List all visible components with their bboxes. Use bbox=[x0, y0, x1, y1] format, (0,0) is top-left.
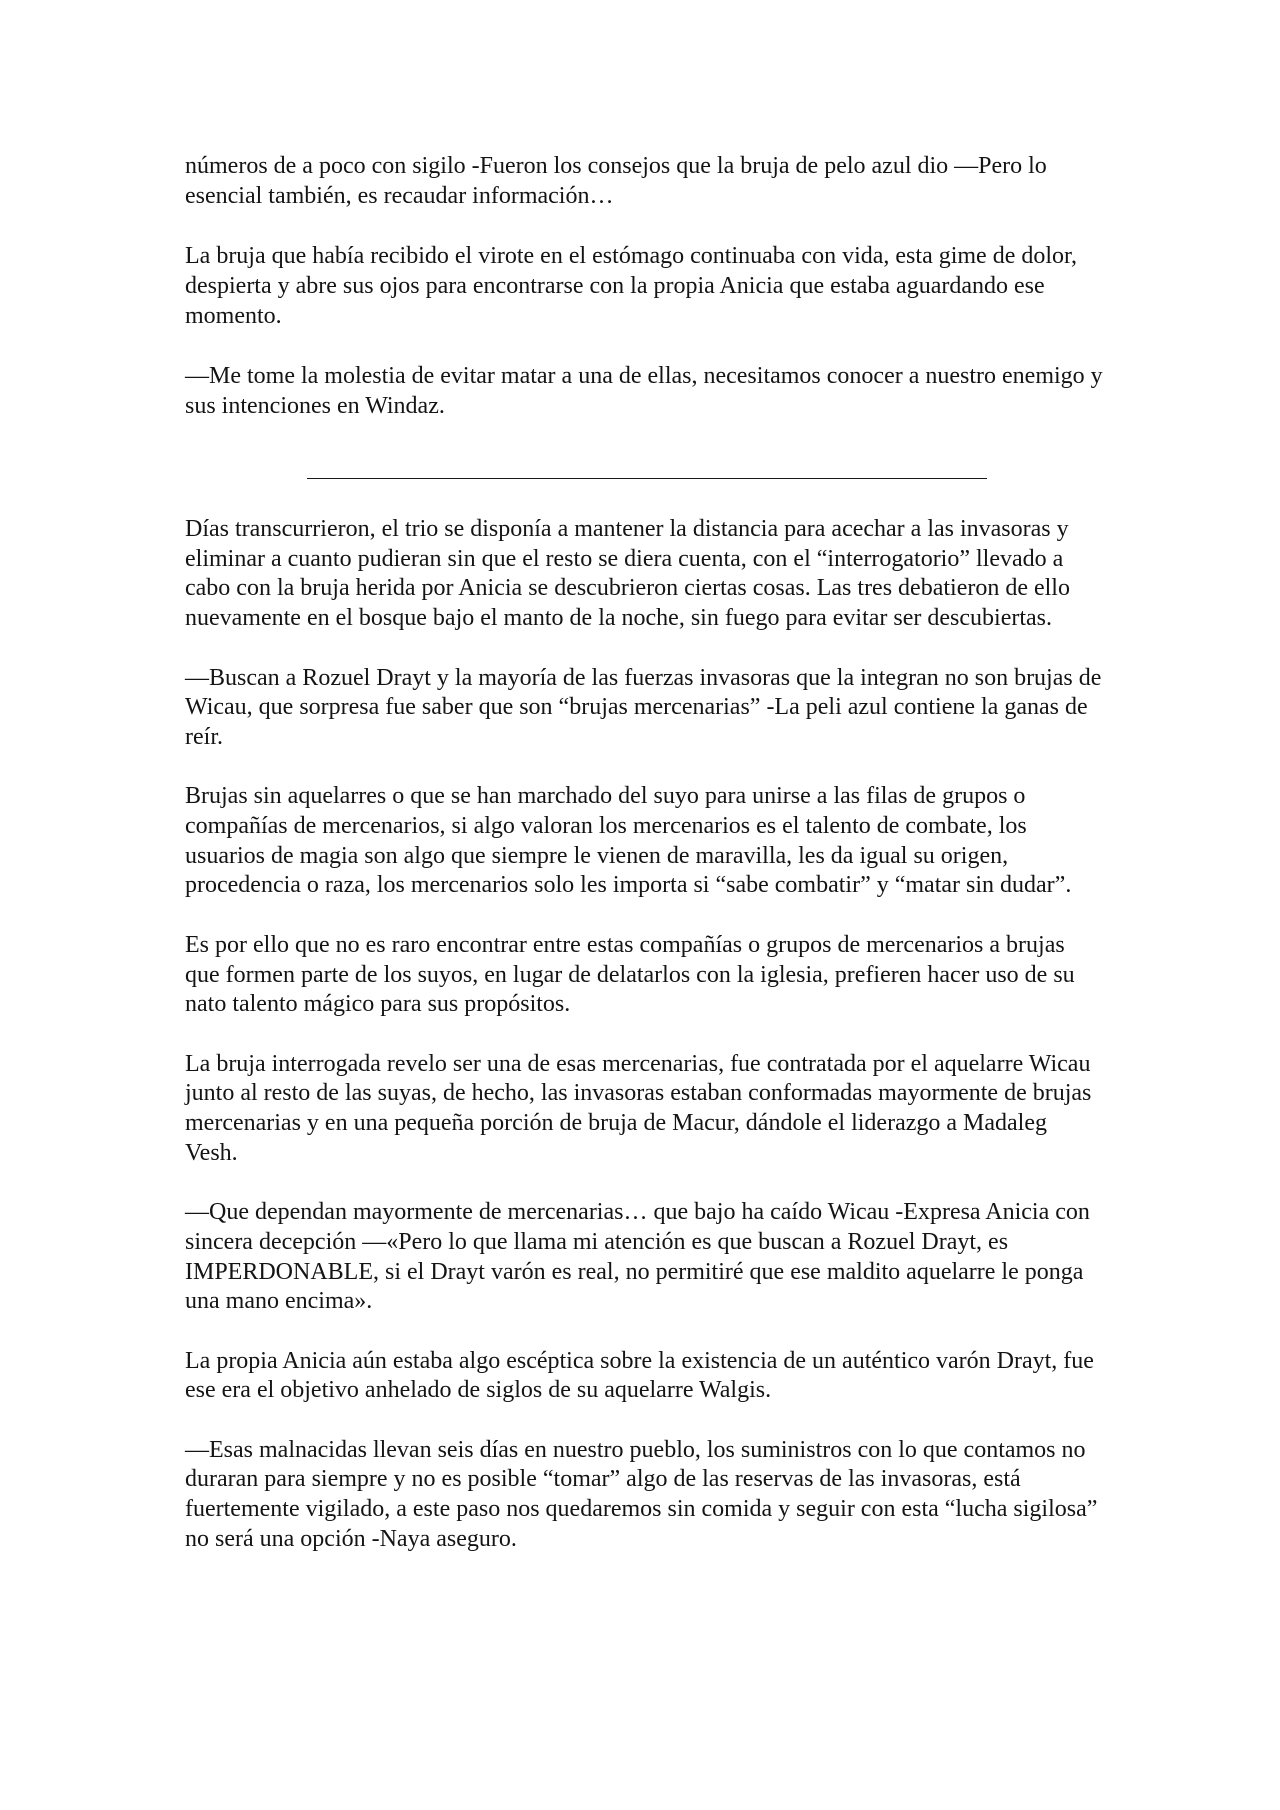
paragraph: La bruja que había recibido el virote en el estómago continuaba con vida, esta gime de dolor, despierta y abre sus ojos para encontrarse con la propia Anicia que estaba aguardando ese momento. bbox=[185, 243, 1078, 329]
paragraph: —Buscan a Rozuel Drayt y la mayoría de las fuerzas invasoras que la integran no son brujas de Wicau, que sorpresa fue saber que son “brujas mercenarias” -La peli azul contiene la ganas de reír. bbox=[185, 664, 1102, 750]
text-block-bottom bbox=[185, 515, 1105, 1584]
text-block-top bbox=[185, 151, 1105, 451]
paragraph: Es por ello que no es raro encontrar entre estas compañías o grupos de mercenarios a brujas que formen parte de los suyos, en lugar de delatarlos con la iglesia, prefieren hacer uso de su nato talento mágico para sus propósitos. bbox=[185, 931, 1075, 1018]
paragraph: —Esas malnacidas llevan seis días en nuestro pueblo, los suministros con lo que contamos no duraran para siempre y no es posible “tomar” algo de las reservas de las invasoras, está fuertemente vigilado, a este paso nos quedaremos sin comida y seguir con esta “lucha sigilosa” no será una opción -Naya aseguro. bbox=[185, 1436, 1098, 1552]
paragraph: números de a poco con sigilo -Fueron los consejos que la bruja de pelo azul dio —Pero lo esencial también, es recaudar información… bbox=[185, 153, 1047, 209]
paragraph: —Que dependan mayormente de mercenarias… que bajo ha caído Wicau -Expresa Anicia con sincera decepción —«Pero lo que llama mi atención es que buscan a Rozuel Drayt, es IMPERDONABLE, si el Drayt varón es real, no permitiré que ese maldito aquelarre le ponga una mano encima». bbox=[185, 1199, 1090, 1315]
paragraph: Brujas sin aquelarres o que se han marchado del suyo para unirse a las filas de grupos o compañías de mercenarios, si algo valoran los mercenarios es el talento de combate, los usuarios de magia son algo que siempre le vienen de maravilla, les da igual su origen, procedencia o raza, los mercenarios solo les importa si “sabe combatir” y “matar sin dudar”. bbox=[185, 783, 1072, 899]
paragraph: —Me tome la molestia de evitar matar a una de ellas, necesitamos conocer a nuestro enemigo y sus intenciones en Windaz. bbox=[185, 363, 1103, 419]
paragraph: Días transcurrieron, el trio se disponía a mantener la distancia para acechar a las invasoras y eliminar a cuanto pudieran sin que el resto se diera cuenta, con el “interrogatorio” llevado a cabo con la bruja herida por Anicia se descubrieron ciertas cosas. Las tres debatieron de ello nuevamente en el bosque bajo el manto de la noche, sin fuego para evitar ser descubiertas. bbox=[185, 516, 1070, 632]
section-separator-line bbox=[307, 478, 987, 479]
paragraph: La bruja interrogada revelo ser una de esas mercenarias, fue contratada por el aquelarre Wicau junto al resto de las suyas, de hecho, las invasoras estaban conformadas mayormente de brujas mercenarias y en una pequeña porción de bruja de Macur, dándole el liderazgo a Madaleg Vesh. bbox=[185, 1050, 1092, 1166]
paragraph: La propia Anicia aún estaba algo escéptica sobre la existencia de un auténtico varón Drayt, fue ese era el objetivo anhelado de siglos de su aquelarre Walgis. bbox=[185, 1347, 1094, 1404]
